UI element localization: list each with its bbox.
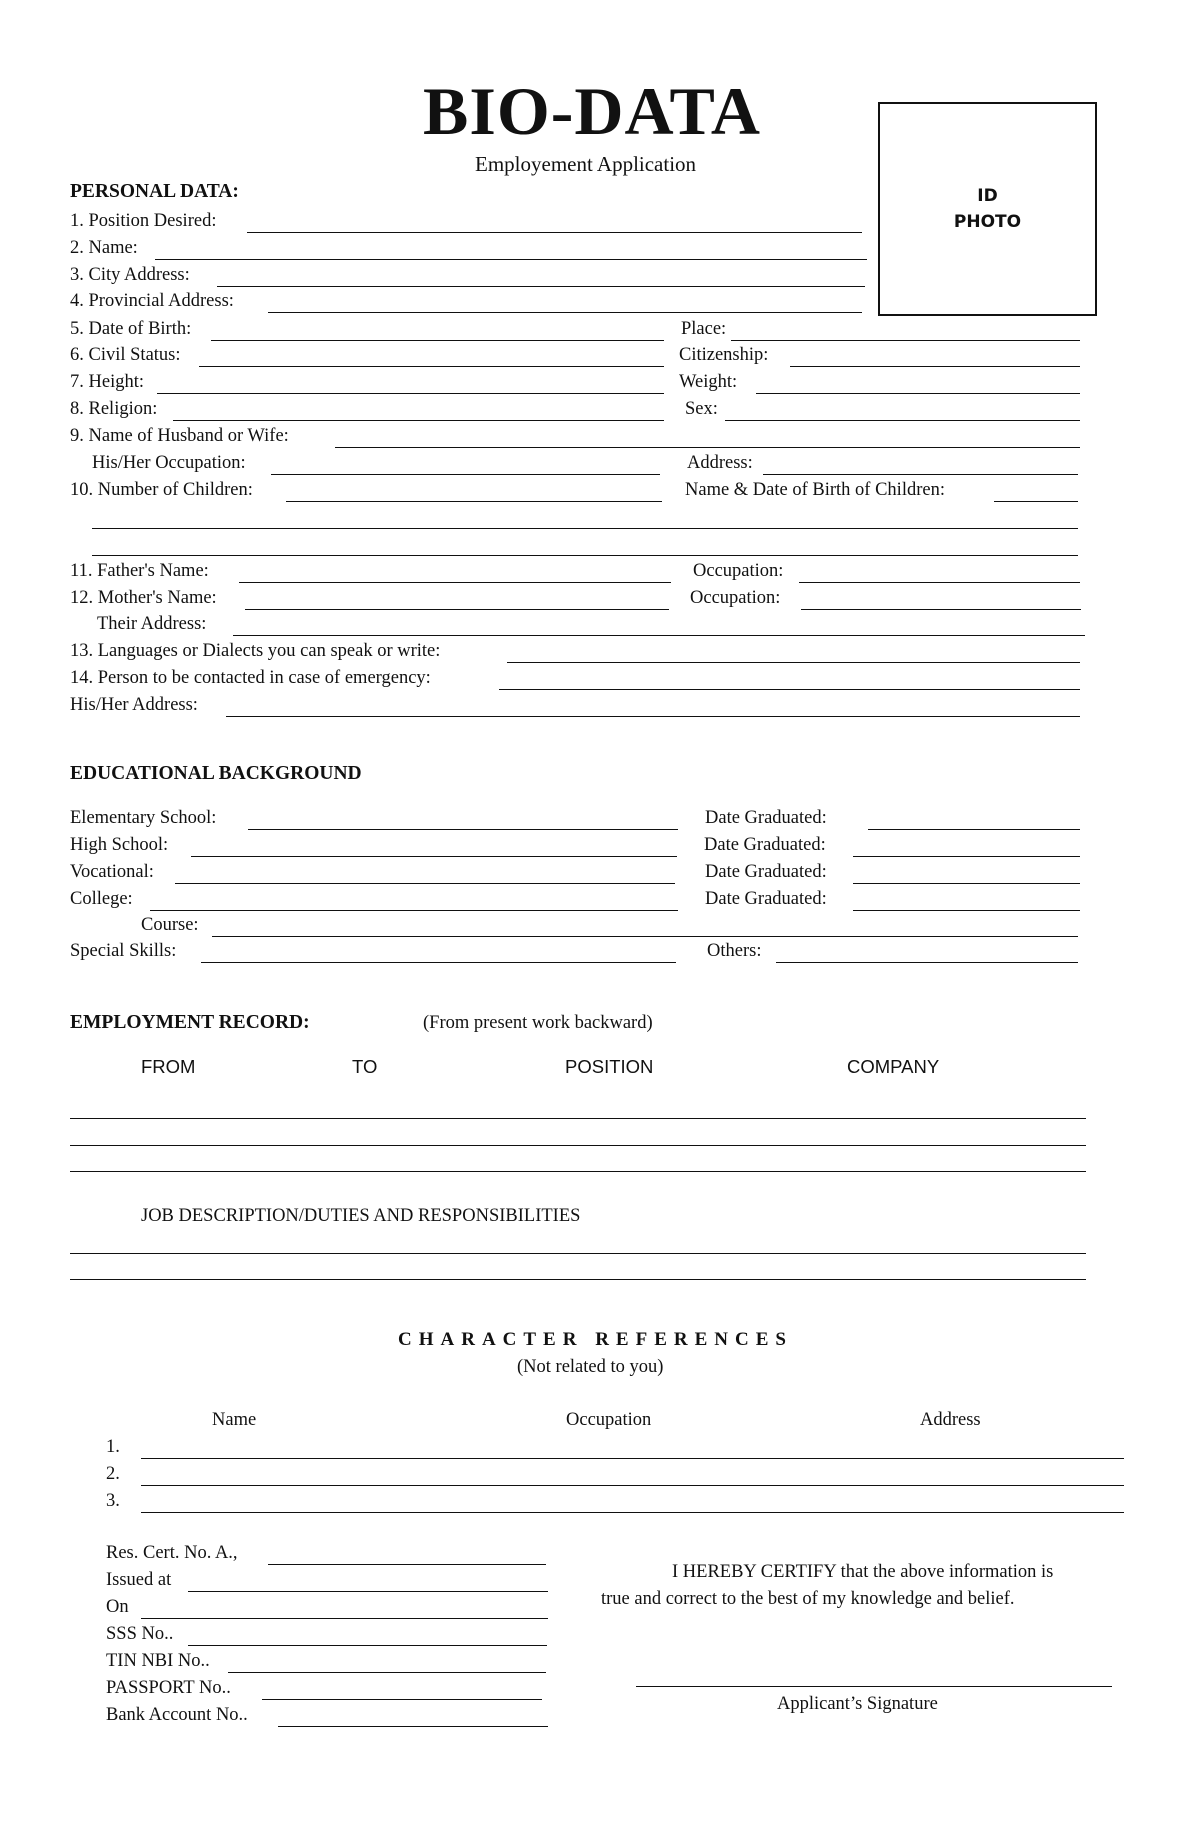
tin-field[interactable] [228,1672,546,1673]
ref-col-name: Name [212,1410,257,1430]
ref-col-occupation: Occupation [566,1410,652,1430]
ref-row-field[interactable] [141,1512,1124,1513]
provincial-address-label: 4. Provincial Address: [70,291,234,311]
languages-label: 13. Languages or Dialects you can speak or write: [70,641,441,661]
father-occupation-field[interactable] [799,582,1080,583]
certify-line-2: true and correct to the best of my knowledge and belief. [601,1589,1015,1609]
employment-row-line[interactable] [70,1145,1086,1146]
citizenship-field[interactable] [790,366,1080,367]
course-label: Course: [141,915,199,935]
weight-field[interactable] [756,393,1080,394]
others-label: Others: [707,941,762,961]
ref-row-number: 1. [106,1437,120,1457]
religion-field[interactable] [173,420,664,421]
num-children-field[interactable] [286,501,662,502]
sss-field[interactable] [188,1645,547,1646]
personal-data-heading: PERSONAL DATA: [70,181,239,202]
num-children-label: 10. Number of Children: [70,480,253,500]
elementary-date-label: Date Graduated: [705,808,827,828]
father-name-label: 11. Father's Name: [70,561,209,581]
issued-at-field[interactable] [188,1591,548,1592]
children-names-extra-line[interactable] [92,555,1078,556]
ref-row-field[interactable] [141,1485,1124,1486]
mother-name-label: 12. Mother's Name: [70,588,217,608]
certify-line-1: I HEREBY CERTIFY that the above information is [672,1562,1054,1582]
their-address-label: Their Address: [97,614,207,634]
high-school-date-field[interactable] [853,856,1080,857]
father-name-field[interactable] [239,582,671,583]
name-label: 2. Name: [70,238,138,258]
job-description-line[interactable] [70,1279,1086,1280]
height-label: 7. Height: [70,372,144,392]
spouse-occupation-field[interactable] [271,474,660,475]
spouse-address-label: Address: [687,453,753,473]
passport-field[interactable] [262,1699,542,1700]
tin-label: TIN NBI No.. [106,1651,210,1671]
father-occupation-label: Occupation: [693,561,784,581]
id-photo-box[interactable] [878,102,1097,316]
civil-status-field[interactable] [199,366,664,367]
res-cert-label: Res. Cert. No. A., [106,1543,238,1563]
college-date-label: Date Graduated: [705,889,827,909]
spouse-name-label: 9. Name of Husband or Wife: [70,426,289,446]
mother-occupation-field[interactable] [801,609,1081,610]
course-field[interactable] [212,936,1078,937]
issued-on-field[interactable] [141,1618,548,1619]
height-field[interactable] [157,393,664,394]
employment-heading: EMPLOYMENT RECORD: [70,1012,310,1033]
mother-name-field[interactable] [245,609,669,610]
civil-status-label: 6. Civil Status: [70,345,181,365]
name-field[interactable] [155,259,867,260]
sex-field[interactable] [725,420,1080,421]
emergency-address-field[interactable] [226,716,1080,717]
passport-label: PASSPORT No.. [106,1678,231,1698]
photo-label-photo: PHOTO [953,212,1022,232]
high-school-field[interactable] [191,856,677,857]
college-date-field[interactable] [853,910,1080,911]
high-school-date-label: Date Graduated: [704,835,826,855]
spouse-address-field[interactable] [763,474,1078,475]
ref-col-address: Address [920,1410,981,1430]
special-skills-field[interactable] [201,962,676,963]
citizenship-label: Citizenship: [679,345,769,365]
elementary-label: Elementary School: [70,808,217,828]
education-heading: EDUCATIONAL BACKGROUND [70,763,362,784]
spouse-name-field[interactable] [335,447,1080,448]
photo-label-id: ID [977,186,998,206]
vocational-label: Vocational: [70,862,154,882]
provincial-address-field[interactable] [268,312,862,313]
references-note: (Not related to you) [517,1357,664,1377]
emergency-address-label: His/Her Address: [70,695,198,715]
high-school-label: High School: [70,835,169,855]
vocational-date-label: Date Graduated: [705,862,827,882]
vocational-date-field[interactable] [853,883,1080,884]
signature-label: Applicant’s Signature [777,1694,938,1714]
bank-account-label: Bank Account No.. [106,1705,248,1725]
ref-row-number: 2. [106,1464,120,1484]
weight-label: Weight: [679,372,738,392]
special-skills-label: Special Skills: [70,941,177,961]
place-field[interactable] [731,340,1080,341]
employment-row-line[interactable] [70,1171,1086,1172]
references-heading: CHARACTER REFERENCES [398,1329,793,1350]
page-title: BIO-DATA [423,73,761,149]
emergency-contact-label: 14. Person to be contacted in case of emergency: [70,668,431,688]
religion-label: 8. Religion: [70,399,158,419]
signature-line[interactable] [636,1686,1112,1687]
job-description-line[interactable] [70,1253,1086,1254]
ref-row-field[interactable] [141,1458,1124,1459]
position-desired-field[interactable] [247,232,862,233]
children-names-extra-line[interactable] [92,528,1078,529]
employment-note: (From present work backward) [423,1013,653,1033]
date-of-birth-field[interactable] [211,340,664,341]
languages-field[interactable] [507,662,1080,663]
elementary-date-field[interactable] [868,829,1080,830]
ref-row-number: 3. [106,1491,120,1511]
page-subtitle: Employement Application [475,152,697,176]
issued-at-label: Issued at [106,1570,172,1590]
children-names-field[interactable] [994,501,1078,502]
job-description-label: JOB DESCRIPTION/DUTIES AND RESPONSIBILITIES [141,1206,581,1226]
city-address-label: 3. City Address: [70,265,190,285]
date-of-birth-label: 5. Date of Birth: [70,319,192,339]
employment-row-line[interactable] [70,1118,1086,1119]
college-label: College: [70,889,133,909]
emergency-contact-field[interactable] [499,689,1080,690]
bank-account-field[interactable] [278,1726,548,1727]
col-company: COMPANY [847,1056,940,1077]
position-desired-label: 1. Position Desired: [70,211,217,231]
college-field[interactable] [150,910,678,911]
place-label: Place: [681,319,727,339]
col-from: FROM [141,1056,196,1077]
res-cert-field[interactable] [268,1564,546,1565]
their-address-field[interactable] [233,635,1085,636]
spouse-occupation-label: His/Her Occupation: [92,453,246,473]
mother-occupation-label: Occupation: [690,588,781,608]
elementary-field[interactable] [248,829,678,830]
col-position: POSITION [565,1056,654,1077]
vocational-field[interactable] [175,883,675,884]
children-names-label: Name & Date of Birth of Children: [685,480,945,500]
sss-label: SSS No.. [106,1624,174,1644]
col-to: TO [352,1056,378,1077]
issued-on-label: On [106,1597,129,1617]
city-address-field[interactable] [217,286,865,287]
others-field[interactable] [776,962,1078,963]
sex-label: Sex: [685,399,718,419]
